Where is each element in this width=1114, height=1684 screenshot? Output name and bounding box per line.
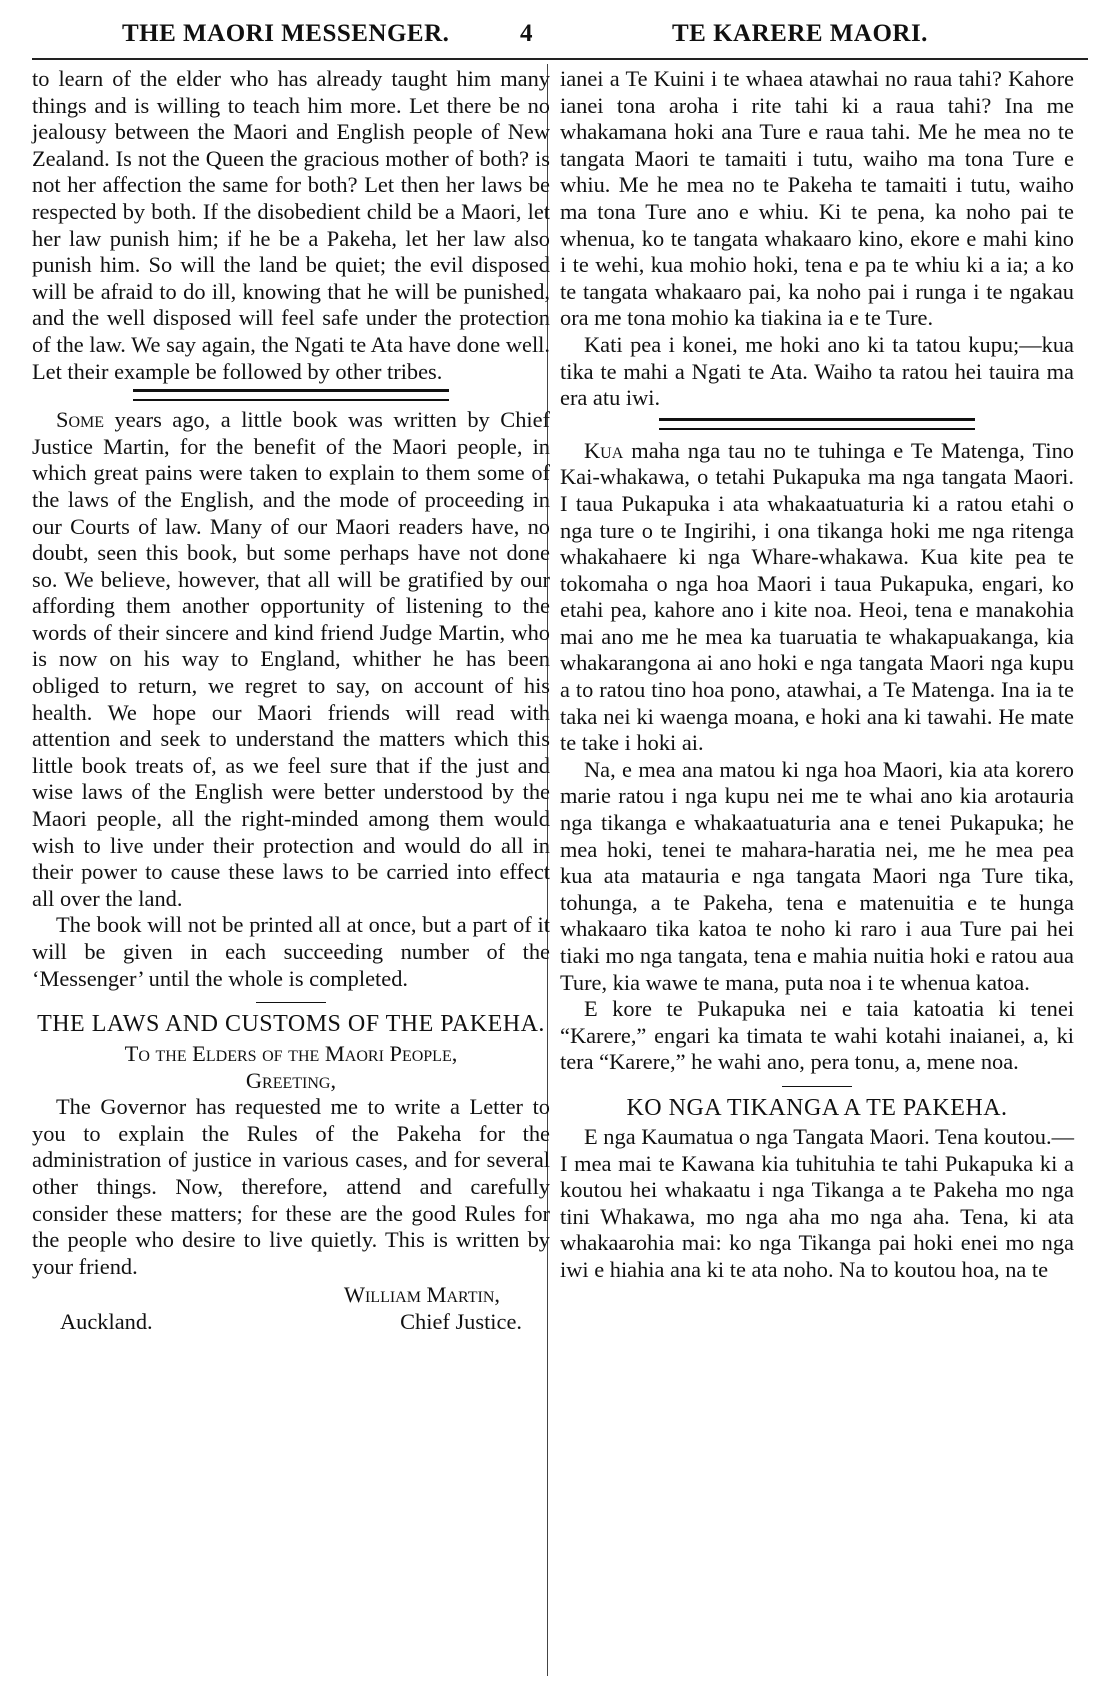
article-paragraph-maori-2: Na, e mea ana matou ki nga hoa Maori, kia ata korero marie ratou i nga kupu nei me te whai ano kia arotauria nga tikanga e whakaatuaturia ana e tenei Pukapuka; he mea hoki, tenei te mahara-haratia nei, me he mea pea kua ata matauria e nga tangata Maori nga Ture tika, tohunga, a te Pakeha, tena e matenuitia e te hunga whakaaro tika katoa te noho ki raro i aua Ture pai hei tiaki mo nga tangata, tena e mahia nuitia hoki e ratou aua Ture, kia wawe te mana, puta noa i te whenua katoa.: [560, 756, 1074, 995]
page-number: 4: [520, 20, 533, 47]
section-title-maori: KO NGA TIKANGA A TE PAKEHA.: [626, 1094, 1008, 1121]
greeting-line-2: Greeting,: [245, 1068, 337, 1094]
continued-paragraph-maori: ianei a Te Kuini i te whaea atawhai no raua tahi? Kahore ianei tona aroha i rite tahi ki a raua tahi? Ina me whakamana hoki ana Ture e raua tahi. Me he mea no te tangata Maori te tamaiti i tutu, waiho ma tona Ture e whiu. Me he mea no te Pakeha te tamaiti i tutu, waiho ma tona Ture ano e whiu. Ki te pena, ka noho pai te whenua, ko te tangata whakaaro kino, ekore e mahi kino i te wehi, kua mohio hoki, tena e pa te whiu ki a ia; a ko te tangata whakaaro pai, ka noho pai i runga i te ngakau ora me tona mohio ka tiakina ia e te Ture.: [560, 66, 1074, 331]
article-paragraph-2: The book will not be printed all at once, but a part of it will be given in each succeeding number of the ‘Messenger’ until the whole is completed.: [32, 912, 550, 991]
article-paragraph-maori-text: maha nga tau no te tuhinga e Te Matenga, Tino Kai-whakawa, o tetahi Pukapuka ma nga tangata Maori. I taua Pukapuka i ata whakaatuaturia ki a ratou etahi o nga ture o te Ingirihi, i ona tikanga hoki me nga ritenga whakahaere ki nga Whare-whakawa. Kua kite pea te tokomaha o nga hoa Maori i taua Pukapuka, engari, ko etahi pea, kahore ano i kite noa. Heoi, tena e manakohia mai ano me he mea ka tuaruatia te whakapuakanga, kia whakarangona ai ano hoki e nga tangata Maori nga kupu a to ratou tino hoa pono, atawhai, a Te Matenga. Ina ia te taka nei ki waenga moana, e hoki ana ki tawahi. He mate te take i hoki ai.: [560, 437, 1074, 756]
letter-paragraph: The Governor has requested me to write a Letter to you to explain the Rules of the Pakeha for the administration of justice in various cases, and for several other things. Now, therefore, attend and carefully consider these matters; for these are the good Rules for the people who desire to live quietly. This is written by your friend.: [32, 1094, 550, 1279]
page-header: [32, 12, 1088, 52]
article-paragraph-maori: [560, 438, 1074, 757]
short-rule-maori: [782, 1086, 852, 1087]
header-rule: [32, 58, 1088, 60]
letter-paragraph-maori: E nga Kaumatua o nga Tangata Maori. Tena koutou.—I mea mai te Kawana kia tuhituhia te tahi Pukapuka ki a koutou hei whakaatu i nga Tikanga a te Pakeha mo nga tini Whakawa, mo nga aha mo nga aha. Tena, ki ata whakaarohia mai: ko nga Tikanga pai hoki enei mo nga iwi e hiahia ana ki te ata noho. Na to koutou hoa, na te: [560, 1123, 1074, 1282]
signature-title: Chief Justice.: [400, 1308, 522, 1334]
continued-paragraph: to learn of the elder who has already taught him many things and is willing to teach him more. Let there be no jealousy between the Maori and English people of New Zealand. Is not the Queen the gracious mother of both? is not her affection the same for both? Let then her laws be respected by both. If the disobedient child be a Maori, let her law punish him; if he be a Pakeha, let her law also punish him. So will the land be quiet; the evil disposed will be afraid to do ill, knowing that he will be punished, and the well disposed will feel safe under the protection of the law. We say again, the Ngati te Ata have done well. Let their example be followed by other tribes.: [32, 66, 550, 384]
article-lead-word: Some: [56, 407, 105, 433]
article-paragraph: [32, 407, 550, 912]
article-lead-word-maori: Kua: [584, 437, 624, 463]
section-title: THE LAWS AND CUSTOMS OF THE PAKEHA.: [37, 1011, 545, 1038]
signature-place: Auckland.: [60, 1308, 153, 1334]
header-english-title: THE MAORI MESSENGER.: [122, 20, 450, 47]
article-paragraph-text: years ago, a little book was written by Chief Justice Martin, for the benefit of the Maori people, in which great pains were taken to explain to them some of the laws of the English, and the mode of proceeding in our Courts of law. Many of our Maori readers have, no doubt, seen this book, but some perhaps have not done so. We believe, however, that all will be gratified by our affording them another opportunity of listening to the words of their sincere and kind friend Judge Martin, who is now on his way to England, whither he has been obliged to return, we regret to say, on account of his health. We hope our Maori friends will read with attention and seek to understand the matters which this little book treats of, as we feel sure that if the just and wise laws of the English were better understood by the Maori people, all the right-minded among them would wish to live under their protection and would do all in their power to cause these laws to be carried into effect all over the land.: [32, 407, 550, 911]
article-paragraph-maori-3: E kore te Pukapuka nei e taia katoatia ki tenei “Karere,” engari ka timata te wahi kotahi inaianei, a, ki tera “Karere,” he wahi ano, pera tonu, a, mene noa.: [560, 996, 1074, 1075]
section-double-rule: [133, 389, 449, 401]
header-maori-title: TE KARERE MAORI.: [672, 20, 928, 47]
right-column: [560, 66, 1074, 1284]
greeting-line-1: To the Elders of the Maori People,: [124, 1041, 458, 1067]
signature-name: William Martin,: [343, 1282, 500, 1308]
section-double-rule-maori: [659, 418, 975, 430]
short-rule: [256, 1002, 326, 1003]
signature-row: [32, 1309, 550, 1336]
continued-paragraph-maori-2: Kati pea i konei, me hoki ano ki ta tatou kupu;—kua tika te mahi a Ngati te Ata. Waiho ta ratou hei tauira ma era atu iwi.: [560, 331, 1074, 411]
left-column: [32, 66, 550, 1336]
